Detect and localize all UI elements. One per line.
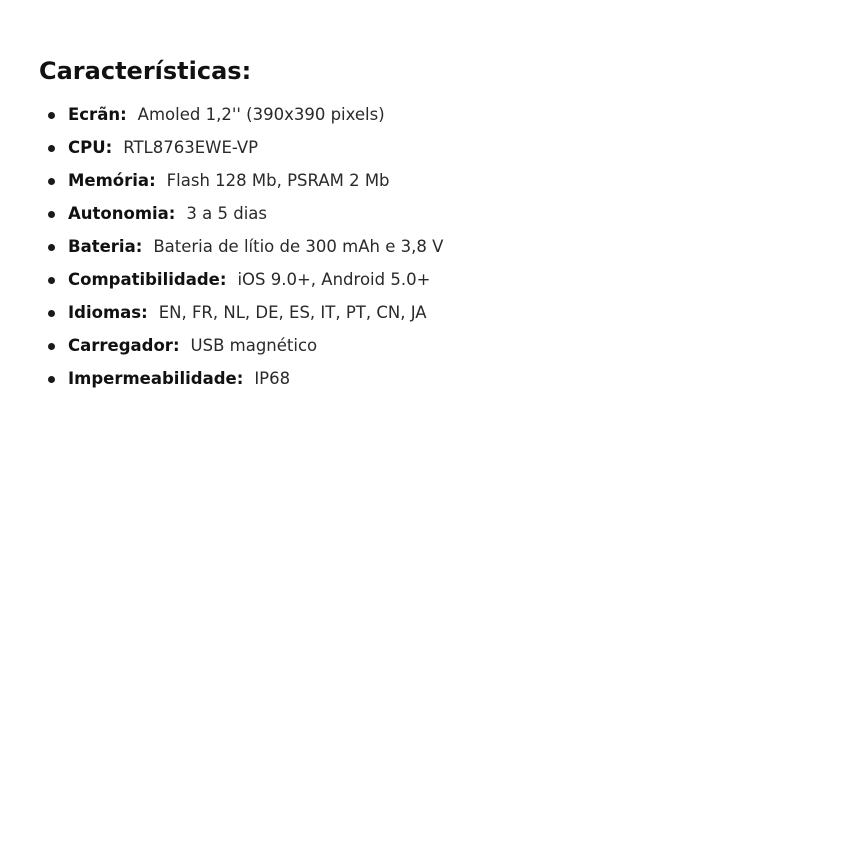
bullet-icon <box>48 244 55 251</box>
spec-label: CPU: <box>68 138 118 157</box>
spec-item-waterproof <box>39 366 819 399</box>
spec-label: Autonomia: <box>68 204 182 223</box>
spec-item-memory <box>39 168 819 201</box>
spec-label: Carregador: <box>68 336 186 355</box>
spec-label: Impermeabilidade: <box>68 369 250 388</box>
specs-list <box>39 102 819 399</box>
spec-label: Ecrãn: <box>68 105 133 124</box>
spec-item-screen <box>39 102 819 135</box>
spec-value: Bateria de lítio de 300 mAh e 3,8 V <box>153 237 444 256</box>
bullet-icon <box>48 343 55 350</box>
spec-value: 3 a 5 dias <box>186 204 268 223</box>
bullet-icon <box>48 178 55 185</box>
spec-label: Memória: <box>68 171 162 190</box>
spec-label: Compatibilidade: <box>68 270 233 289</box>
spec-value: EN, FR, NL, DE, ES, IT, PT, CN, JA <box>158 303 427 322</box>
spec-value: USB magnético <box>190 336 318 355</box>
bullet-icon <box>48 112 55 119</box>
spec-value: iOS 9.0+, Android 5.0+ <box>237 270 431 289</box>
spec-item-compatibility <box>39 267 819 300</box>
spec-item-battery <box>39 234 819 267</box>
spec-item-cpu <box>39 135 819 168</box>
bullet-icon <box>48 211 55 218</box>
spec-value: IP68 <box>254 369 291 388</box>
section-title: Características: <box>39 57 252 85</box>
spec-item-autonomy <box>39 201 819 234</box>
bullet-icon <box>48 310 55 317</box>
spec-item-languages <box>39 300 819 333</box>
spec-label: Idiomas: <box>68 303 154 322</box>
bullet-icon <box>48 277 55 284</box>
bullet-icon <box>48 376 55 383</box>
spec-value: RTL8763EWE-VP <box>123 138 259 157</box>
spec-value: Flash 128 Mb, PSRAM 2 Mb <box>166 171 390 190</box>
spec-item-charger <box>39 333 819 366</box>
spec-label: Bateria: <box>68 237 149 256</box>
features-section <box>39 54 819 399</box>
bullet-icon <box>48 145 55 152</box>
spec-value: Amoled 1,2'' (390x390 pixels) <box>137 105 385 124</box>
